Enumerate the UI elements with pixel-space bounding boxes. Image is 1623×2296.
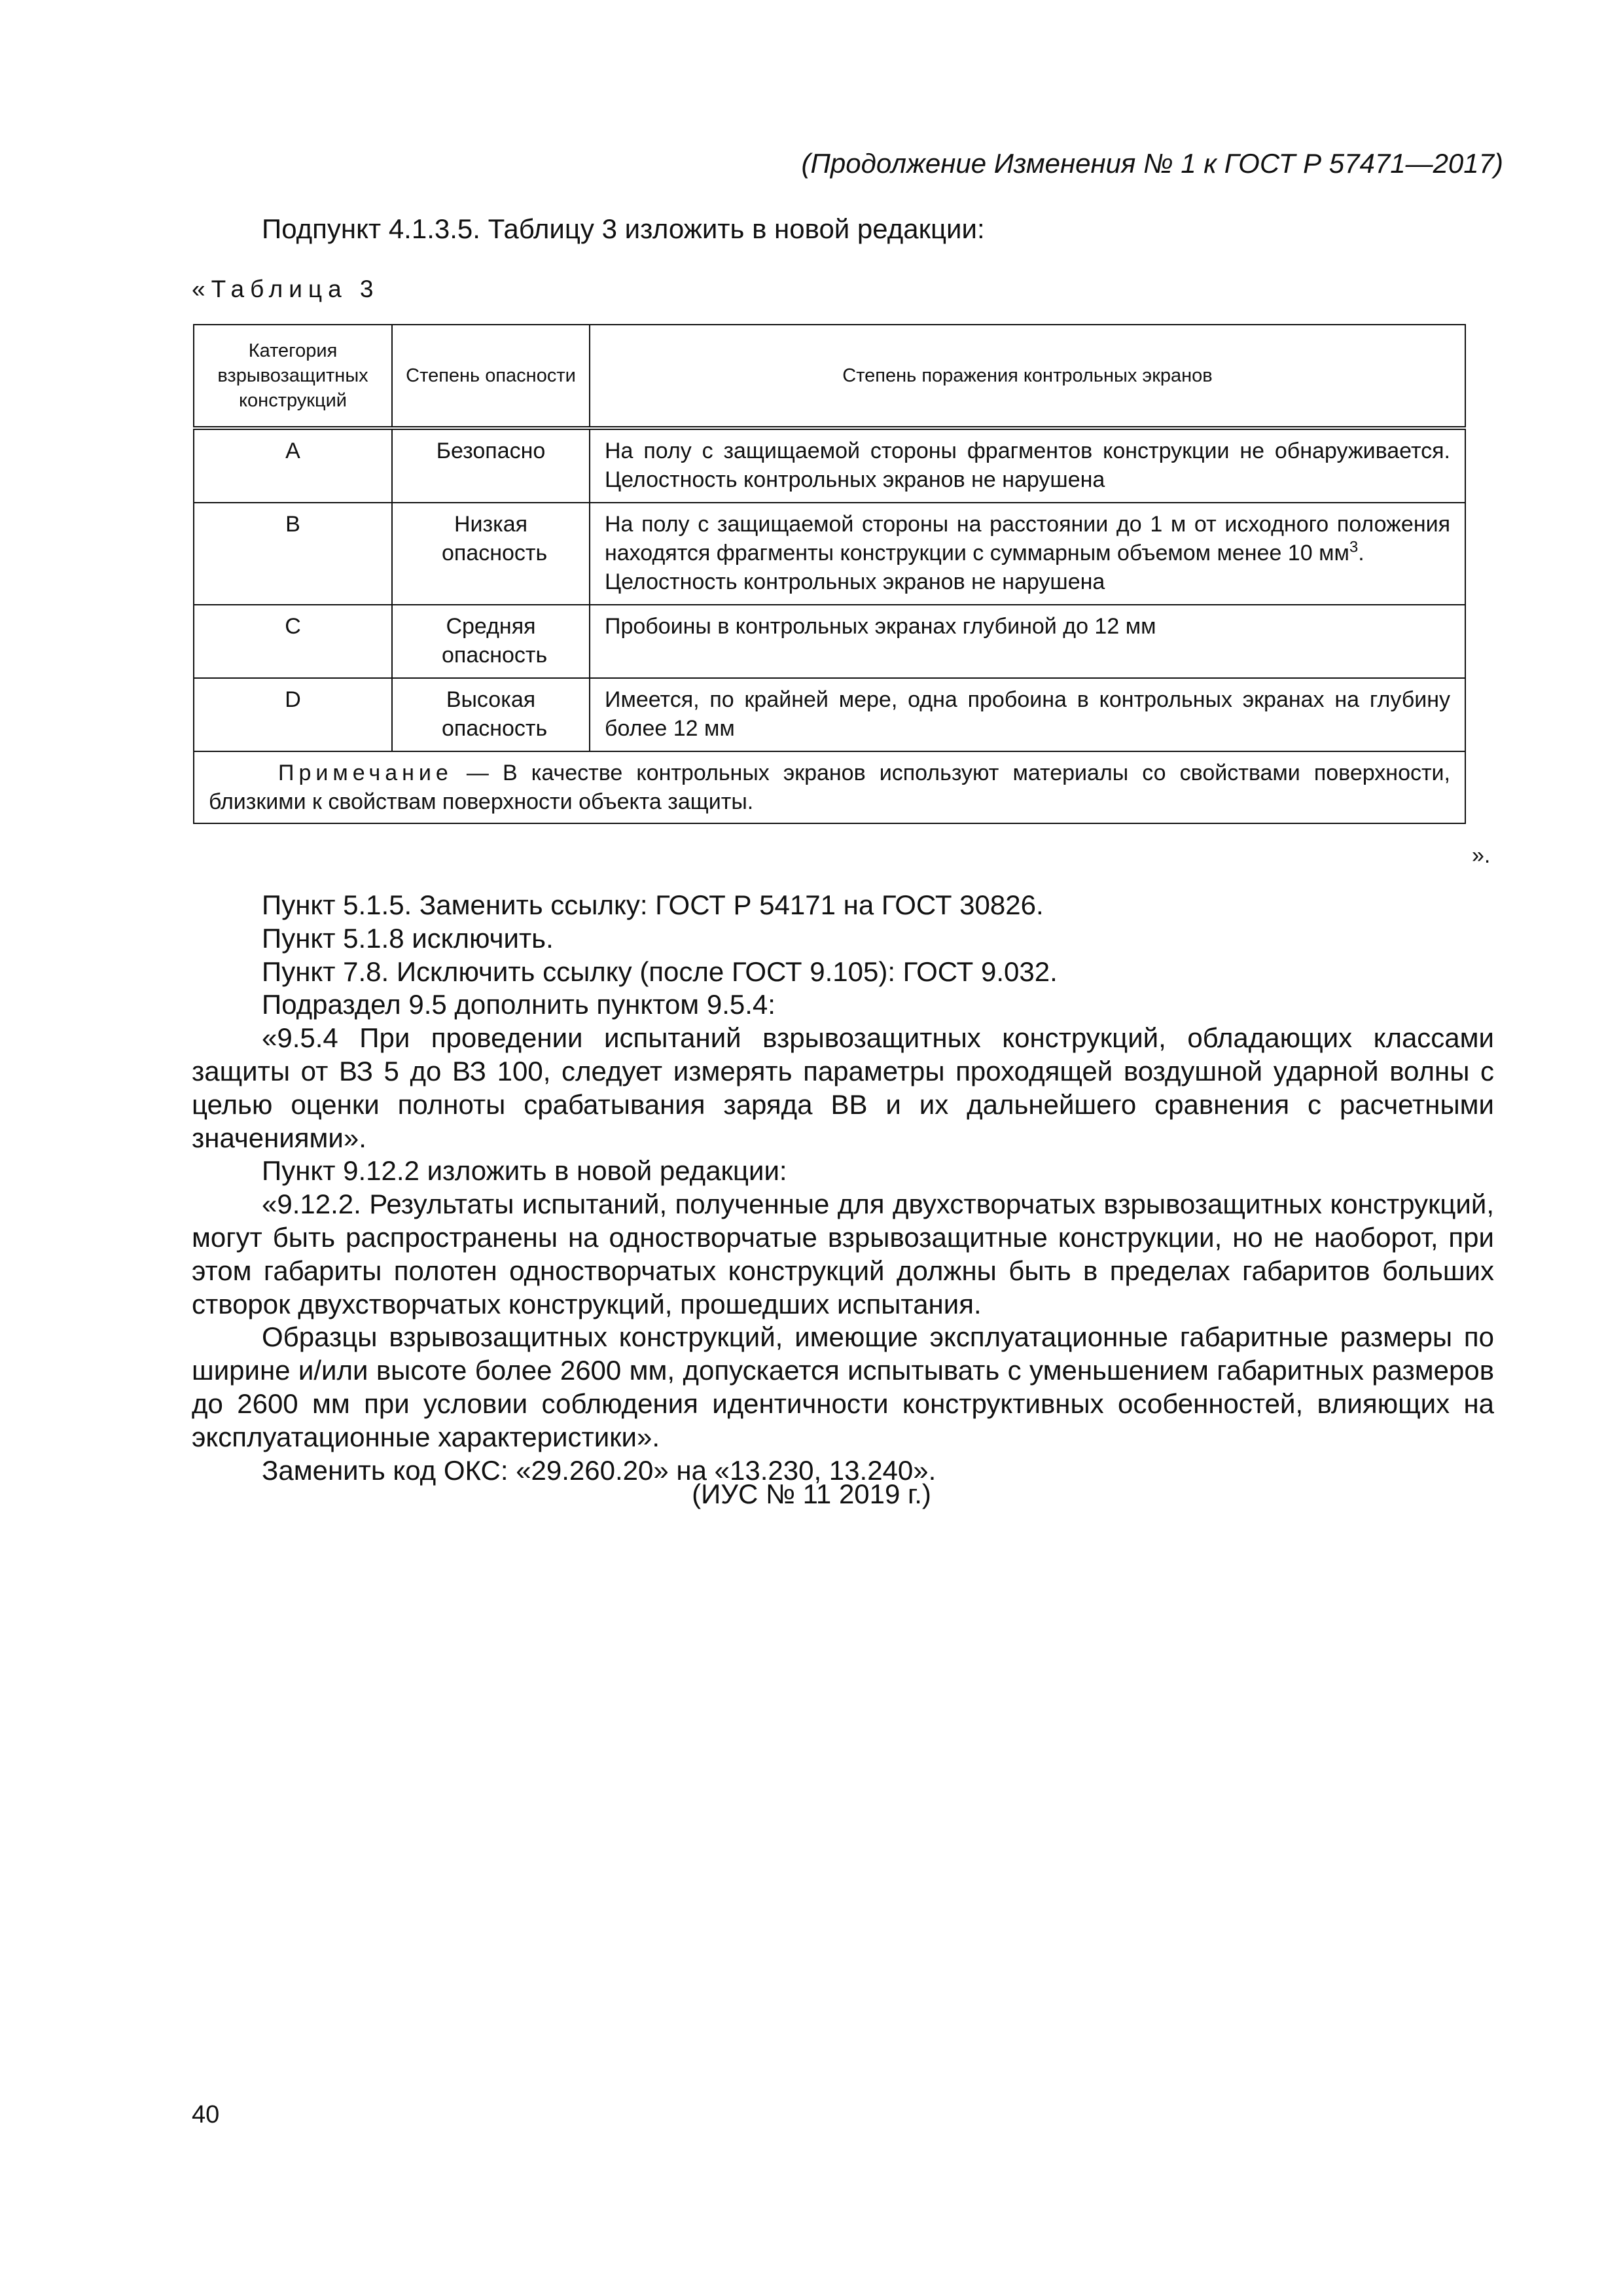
intro-paragraph: Подпункт 4.1.3.5. Таблицу 3 изложить в новой редакции: bbox=[262, 213, 985, 244]
superscript-cubed: 3 bbox=[1349, 538, 1359, 556]
paragraph: Образцы взрывозащитных конструкций, имеющие эксплуатационные габаритные размеры по ширине и/или высоте более 2600 мм, допускается испытывать с уменьшением габаритных размеров до 2600 мм при условии соблюдения идентичности конструктивных особенностей, влияющих на эксплуатационные характеристики». bbox=[192, 1321, 1494, 1452]
cell-danger-text: Средняя опасность bbox=[442, 614, 548, 668]
source-reference: (ИУС № 11 2019 г.) bbox=[692, 1479, 931, 1509]
paragraph: «9.12.2. Результаты испытаний, полученные для двухстворчатых взрывозащитных конструкций, могут быть распространены на одностворчатые взрывозащитные конструкции, но не наоборот, при этом габариты полотен одностворчатых конструкций должны быть в пределах габаритов больших створок двухстворчатых конструкций, прошедших испытания. bbox=[192, 1189, 1494, 1319]
cell-category: D bbox=[194, 678, 392, 751]
header-danger: Степень опасности bbox=[392, 325, 590, 428]
cell-danger bbox=[392, 605, 590, 678]
cell-description bbox=[590, 503, 1465, 605]
table-note bbox=[194, 751, 1465, 823]
cell-danger: Безопасно bbox=[392, 428, 590, 503]
cell-description-tail: . bbox=[1358, 541, 1364, 565]
paragraph: Заменить код ОКС: «29.260.20» на «13.230, 13.240». bbox=[262, 1454, 936, 1486]
table-header-row bbox=[194, 325, 1465, 428]
paragraph: Пункт 9.12.2 изложить в новой редакции: bbox=[262, 1155, 787, 1187]
table-closing-mark: ». bbox=[1472, 843, 1491, 868]
page-number: 40 bbox=[192, 2101, 220, 2128]
cell-description-line2: Целостность контрольных экранов не нарушена bbox=[605, 569, 1105, 594]
paragraph: Подраздел 9.5 дополнить пунктом 9.5.4: bbox=[262, 989, 776, 1020]
running-header: (Продолжение Изменения № 1 к ГОСТ Р 57471—2017) bbox=[801, 148, 1503, 179]
cell-description: На полу с защищаемой стороны фрагментов конструкции не обнаруживается. Целостность контрольных экранов не нарушена bbox=[590, 428, 1465, 503]
paragraph: Пункт 5.1.5. Заменить ссылку: ГОСТ Р 54171 на ГОСТ 30826. bbox=[262, 889, 1044, 920]
cell-category: A bbox=[194, 428, 392, 503]
note-text: — В качестве контрольных экранов используют материалы со свойствами поверхности, близкими к свойствам поверхности объекта защиты. bbox=[209, 761, 1450, 814]
header-damage: Степень поражения контрольных экранов bbox=[590, 325, 1465, 428]
cell-danger bbox=[392, 678, 590, 751]
table-row bbox=[194, 428, 1465, 503]
paragraph: «9.5.4 При проведении испытаний взрывозащитных конструкций, обладающих классами защиты от ВЗ 5 до ВЗ 100, следует измерять параметры проходящей воздушной ударной волны с целью оценки полноты срабатывания заряда ВВ и их дальнейшего сравнения с расчетными значениями». bbox=[192, 1022, 1494, 1153]
cell-danger-text: Низкая опасность bbox=[442, 512, 548, 565]
paragraph: Пункт 7.8. Исключить ссылку (после ГОСТ 9.105): ГОСТ 9.032. bbox=[262, 956, 1058, 987]
table-row bbox=[194, 605, 1465, 678]
table-caption: «Таблица 3 bbox=[192, 276, 380, 302]
header-category: Категория взрывозащитных конструкций bbox=[194, 325, 392, 428]
damage-table bbox=[193, 324, 1466, 824]
amendment-text bbox=[192, 889, 1494, 1487]
table-row bbox=[194, 503, 1465, 605]
cell-danger-text: Высокая опасность bbox=[442, 687, 548, 741]
cell-category: B bbox=[194, 503, 392, 605]
cell-danger bbox=[392, 503, 590, 605]
cell-category: C bbox=[194, 605, 392, 678]
table-note-row bbox=[194, 751, 1465, 823]
cell-description: Пробоины в контрольных экранах глубиной до 12 мм bbox=[590, 605, 1465, 678]
cell-description: Имеется, по крайней мере, одна пробоина в контрольных экранах на глубину более 12 мм bbox=[590, 678, 1465, 751]
table-row bbox=[194, 678, 1465, 751]
cell-description-text: На полу с защищаемой стороны на расстоянии до 1 м от исходного положения находятся фрагменты конструкции с суммарным объемом менее 10 мм bbox=[605, 512, 1450, 565]
note-label: Примечание bbox=[278, 761, 453, 785]
paragraph: Пункт 5.1.8 исключить. bbox=[262, 922, 554, 954]
